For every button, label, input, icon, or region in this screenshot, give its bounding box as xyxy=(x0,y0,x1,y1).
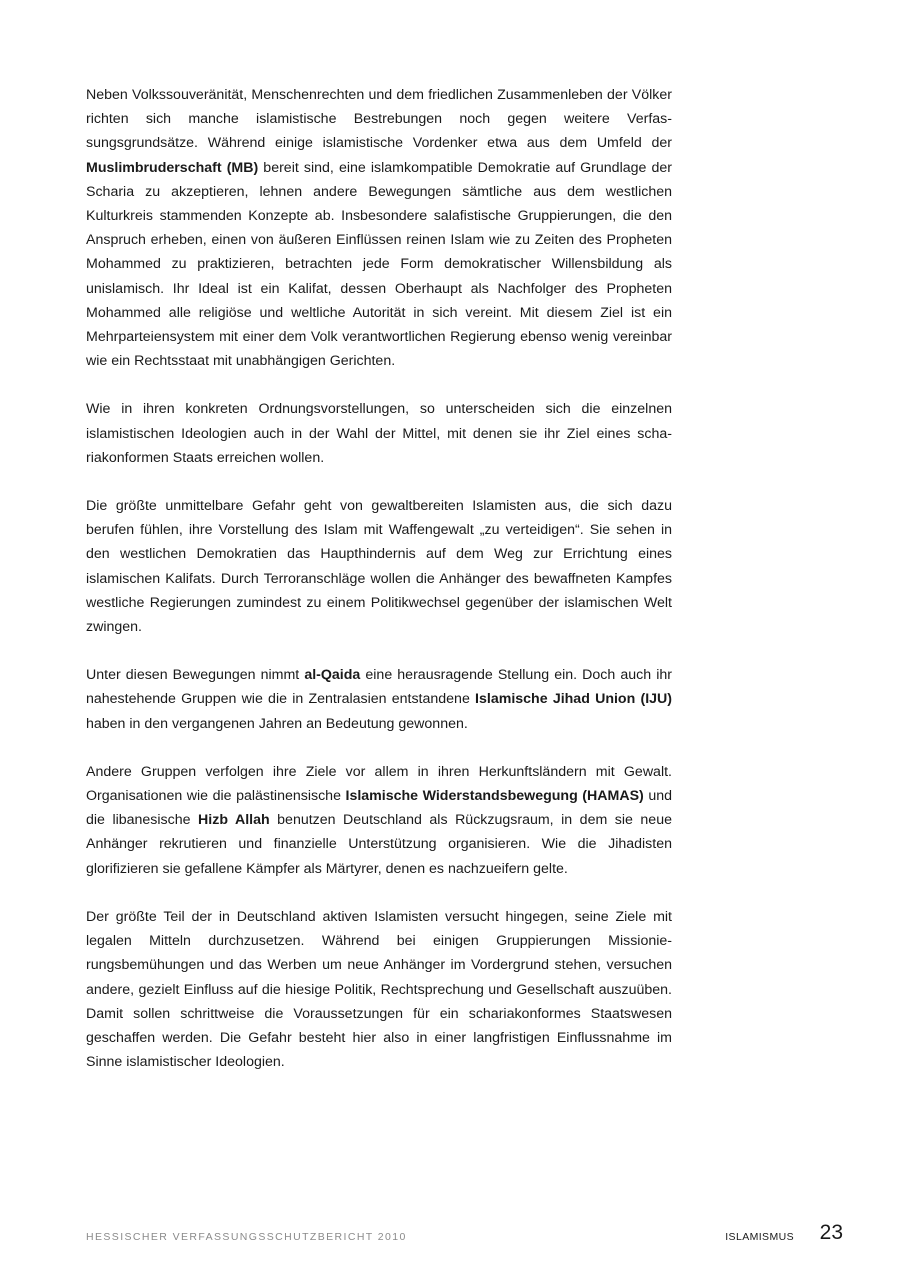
paragraph: Wie in ihren konkreten Ordnungsvorstellungen, so unterscheiden sich die einzelnen islamistischen Ideologien auch in der Wahl der Mittel, mit denen sie ihr Ziel eines schariakonformen Staats erreichen wollen. xyxy=(86,401,672,466)
paragraph: Andere Gruppen verfolgen ihre Ziele vor allem in ihren Herkunftsländern mit Gewalt. Organisationen wie die palästinensische Islamische Widerstandsbewegung (HAMAS) und die libanesische Hizb Allah benutzen Deutschland als Rückzugsraum, in dem sie neue Anhänger rekrutieren und finanzielle Unterstützung organisieren. Wie die Jihadisten glorifizieren sie gefallene Kämpfer als Märtyrer, denen es nachzueifern gelte. xyxy=(86,763,672,877)
page-body xyxy=(86,83,672,1098)
bold-term: Hizb Allah xyxy=(198,812,270,829)
bold-term: Islamische Jihad Union (IJU) xyxy=(475,691,672,708)
paragraph: Unter diesen Bewegungen nimmt al-Qaida eine herausragende Stellung ein. Doch auch ihr nahestehende Gruppen wie die in Zentralasien entstandene Islamische Jihad Union (IJU) haben in den vergangenen Jahren an Bedeutung gewonnen. xyxy=(86,667,672,732)
bold-term: al-Qaida xyxy=(304,667,361,684)
paragraph: Neben Volkssouveränität, Menschenrechten und dem friedlichen Zusammenleben der Völker richten sich manche islamistische Bestrebungen noch gegen weitere Verfassungsgrundsätze. Während einige islamistische Vordenker etwa aus dem Umfeld der Muslimbruderschaft (MB) bereit sind, eine islamkompatible Demokratie auf Grundlage der Scharia zu akzeptieren, lehnen andere Bewegungen sämtliche aus dem westlichen Kulturkreis stammenden Konzepte ab. Insbesondere salafistische Gruppierungen, die den Anspruch erheben, einen von äußeren Einflüssen reinen Islam wie zu Zeiten des Propheten Mohammed zu praktizieren, betrachten jede Form demokratischer Willensbildung als unislamisch. Ihr Ideal ist ein Kalifat, dessen Oberhaupt als Nachfolger des Propheten Mohammed alle religiöse und weltliche Autorität in sich vereint. Mit diesem Ziel ist ein Mehrparteiensystem mit einer dem Volk verantwortlichen Regierung ebenso wenig vereinbar wie ein Rechtsstaat mit unabhängigen Gerichten. xyxy=(86,87,672,370)
bold-term: Islamische Widerstandsbewegung (HAMAS) xyxy=(345,788,644,805)
paragraph: Die größte unmittelbare Gefahr geht von gewaltbereiten Islamisten aus, die sich dazu berufen fühlen, ihre Vorstellung des Islam mit Waffengewalt „zu verteidigen“. Sie sehen in den westlichen Demokratien das Haupthindernis auf dem Weg zur Errichtung eines islamischen Kalifats. Durch Terroranschläge wollen die Anhänger des bewaffneten Kampfes westliche Regierungen zumindest zu einem Politikwechsel gegenüber der islamischen Welt zwingen. xyxy=(86,498,672,636)
footer-section-label: ISLAMISMUS xyxy=(725,1231,794,1243)
page-number: 23 xyxy=(819,1221,843,1244)
paragraph: Der größte Teil der in Deutschland aktiven Islamisten versucht hingegen, seine Ziele mit legalen Mitteln durchzusetzen. Während bei einigen Gruppierungen Missionierungsbemühungen und das Werben um neue Anhänger im Vordergrund stehen, versuchen andere, gezielt Einfluss auf die hiesige Politik, Rechtsprechung und Gesellschaft auszuüben. Damit sollen schrittweise die Voraussetzungen für ein schariakonformes Staatswesen geschaffen werden. Die Gefahr besteht hier also in einer langfristigen Einflussnahme im Sinne islamistischer Ideologien. xyxy=(86,908,672,1071)
bold-term: Muslimbruderschaft (MB) xyxy=(86,159,259,176)
footer-publication: HESSISCHER VERFASSUNGSSCHUTZBERICHT 2010 xyxy=(86,1231,407,1243)
